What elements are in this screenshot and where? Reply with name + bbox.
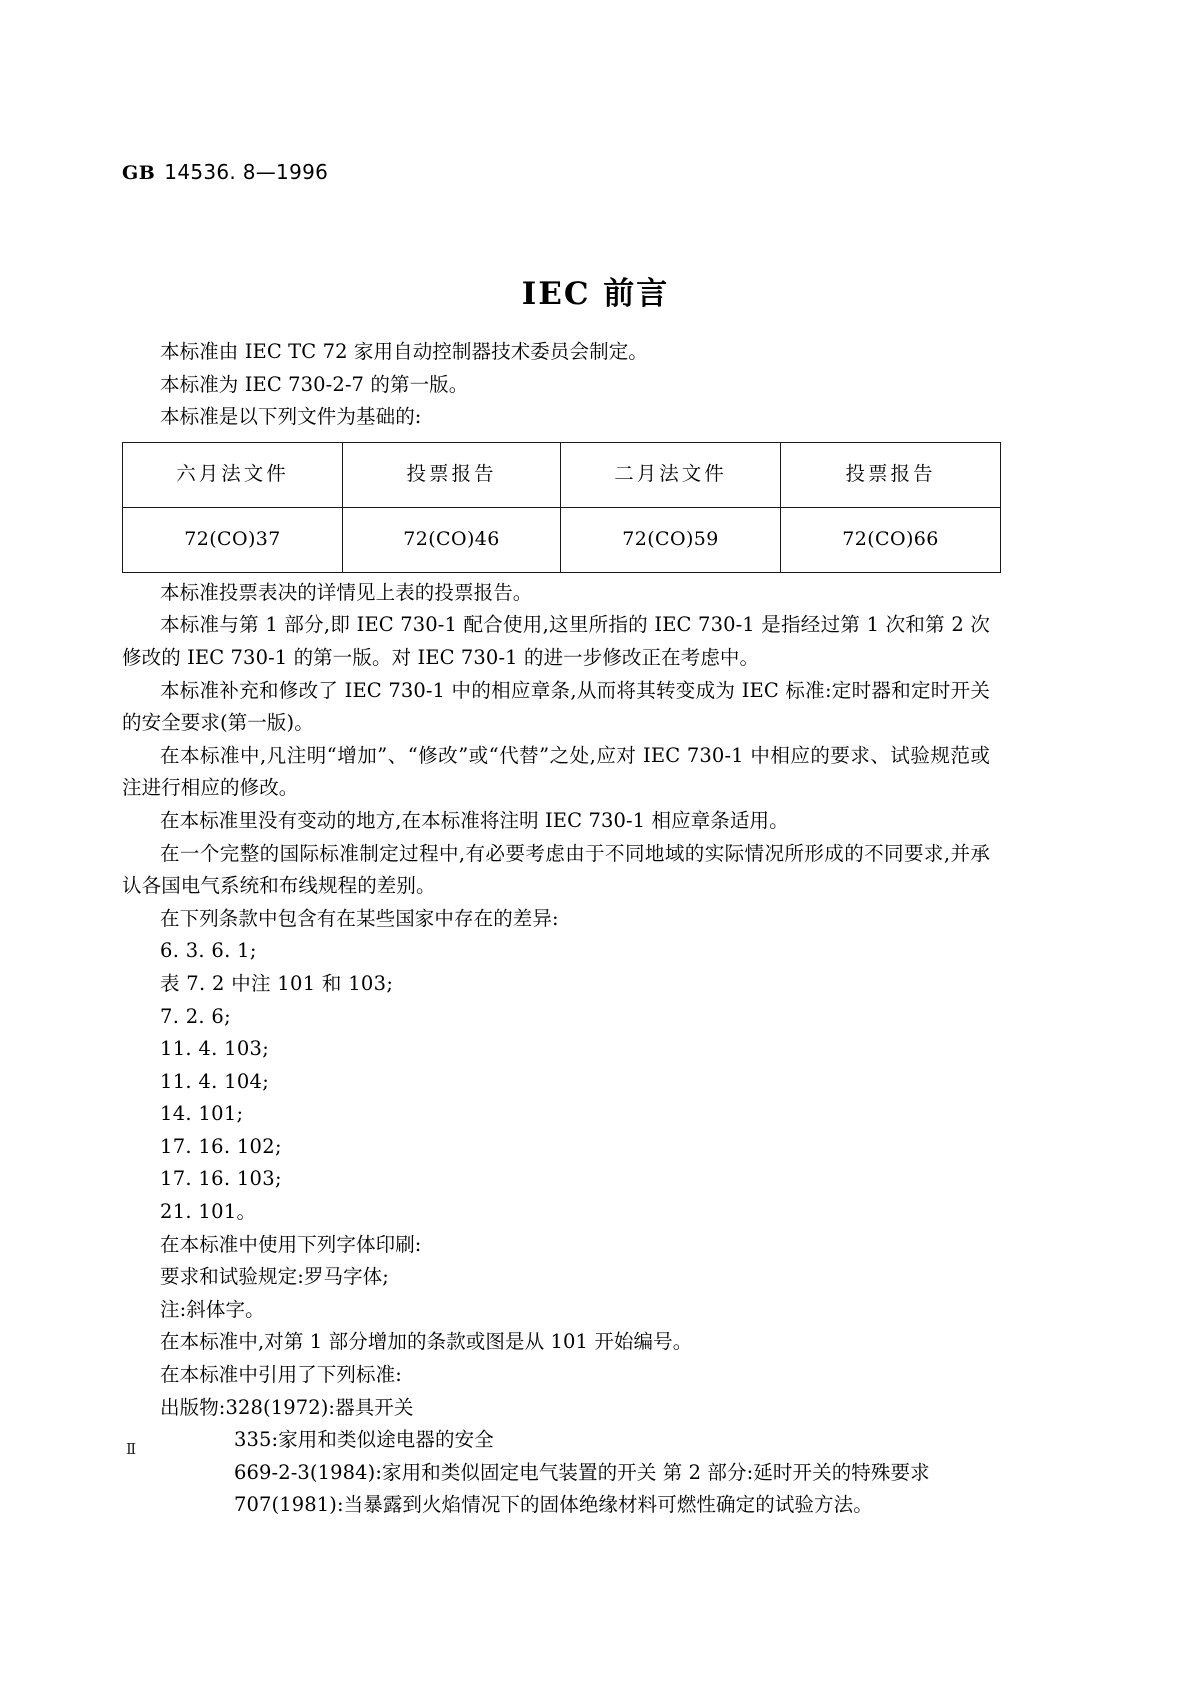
- difference-clause-item: 14. 101;: [160, 1102, 244, 1126]
- difference-clause-item: 17. 16. 103;: [160, 1167, 282, 1191]
- table-cell: 72(CO)37: [123, 507, 343, 572]
- difference-clause-item: 11. 4. 103;: [160, 1037, 270, 1061]
- publication-reference: 707(1981):当暴露到火焰情况下的固体绝缘材料可燃性确定的试验方法。: [234, 1493, 873, 1517]
- typeface-line: 要求和试验规定:罗马字体;: [160, 1265, 389, 1289]
- typeface-line: 在本标准中引用了下列标准:: [160, 1363, 402, 1387]
- typeface-line: 在本标准中,对第 1 部分增加的条款或图是从 101 开始编号。: [160, 1330, 693, 1354]
- table-header-row: [123, 442, 1001, 507]
- table-row: [123, 507, 1001, 572]
- intro-line: 本标准是以下列文件为基础的:: [160, 405, 422, 429]
- vote-table-wrapper: [122, 442, 990, 573]
- difference-clause-item: 11. 4. 104;: [160, 1069, 270, 1093]
- table-header-cell: 二月法文件: [561, 442, 781, 507]
- standard-prefix: GB: [122, 162, 156, 184]
- body-paragraph: 本标准投票表决的详情见上表的投票报告。: [160, 580, 533, 604]
- body-paragraph: 在本标准里没有变动的地方,在本标准将注明 IEC 730-1 相应章条适用。: [160, 808, 789, 832]
- publication-reference: 出版物:328(1972):器具开关: [160, 1395, 414, 1419]
- table-cell: 72(CO)46: [343, 507, 561, 572]
- publication-reference: 335:家用和类似途电器的安全: [234, 1428, 494, 1452]
- typeface-line: 在本标准中使用下列字体印刷:: [160, 1232, 422, 1256]
- body-paragraph: 在本标准中,凡注明“增加”、“修改”或“代替”之处,应对 IEC 730-1 中相应的要求、试验规范或注进行相应的修改。: [122, 743, 990, 800]
- difference-clause-item: 6. 3. 6. 1;: [160, 939, 257, 963]
- typeface-line: 注:斜体字。: [160, 1297, 265, 1321]
- publication-reference: 669-2-3(1984):家用和类似固定电气装置的开关 第 2 部分:延时开关的特殊要求: [234, 1460, 930, 1484]
- body-paragraph: 在一个完整的国际标准制定过程中,有必要考虑由于不同地域的实际情况所形成的不同要求,并承认各国电气系统和布线规程的差别。: [122, 841, 990, 898]
- table-header-cell: 投票报告: [781, 442, 1001, 507]
- table-header-cell: 投票报告: [343, 442, 561, 507]
- difference-clause-item: 21. 101。: [160, 1200, 257, 1224]
- standard-number: 14536. 8—1996: [164, 160, 329, 184]
- difference-clause-item: 17. 16. 102;: [160, 1134, 282, 1158]
- table-cell: 72(CO)59: [561, 507, 781, 572]
- table-header-cell: 六月法文件: [123, 442, 343, 507]
- intro-line: 本标准由 IEC TC 72 家用自动控制器技术委员会制定。: [160, 340, 648, 363]
- body-paragraph: 本标准与第 1 部分,即 IEC 730-1 配合使用,这里所指的 IEC 730-1 是指经过第 1 次和第 2 次修改的 IEC 730-1 的第一版。对 IEC 730-1 的进一步修改正在考虑中。: [122, 613, 990, 669]
- page-number: Ⅱ: [126, 1440, 137, 1458]
- intro-line: 本标准为 IEC 730-2-7 的第一版。: [160, 372, 469, 396]
- difference-clause-item: 7. 2. 6;: [160, 1004, 231, 1028]
- base-documents-table: [122, 442, 1001, 573]
- body-paragraph: 在下列条款中包含有在某些国家中存在的差异:: [160, 906, 559, 930]
- running-header: [122, 160, 328, 184]
- document-body: [122, 336, 990, 1522]
- difference-clause-item: 表 7. 2 中注 101 和 103;: [160, 971, 394, 995]
- table-cell: 72(CO)66: [781, 507, 1001, 572]
- page-title: IEC 前言: [521, 276, 670, 312]
- body-paragraph: 本标准补充和修改了 IEC 730-1 中的相应章条,从而将其转变成为 IEC 标准:定时器和定时开关的安全要求(第一版)。: [122, 678, 990, 735]
